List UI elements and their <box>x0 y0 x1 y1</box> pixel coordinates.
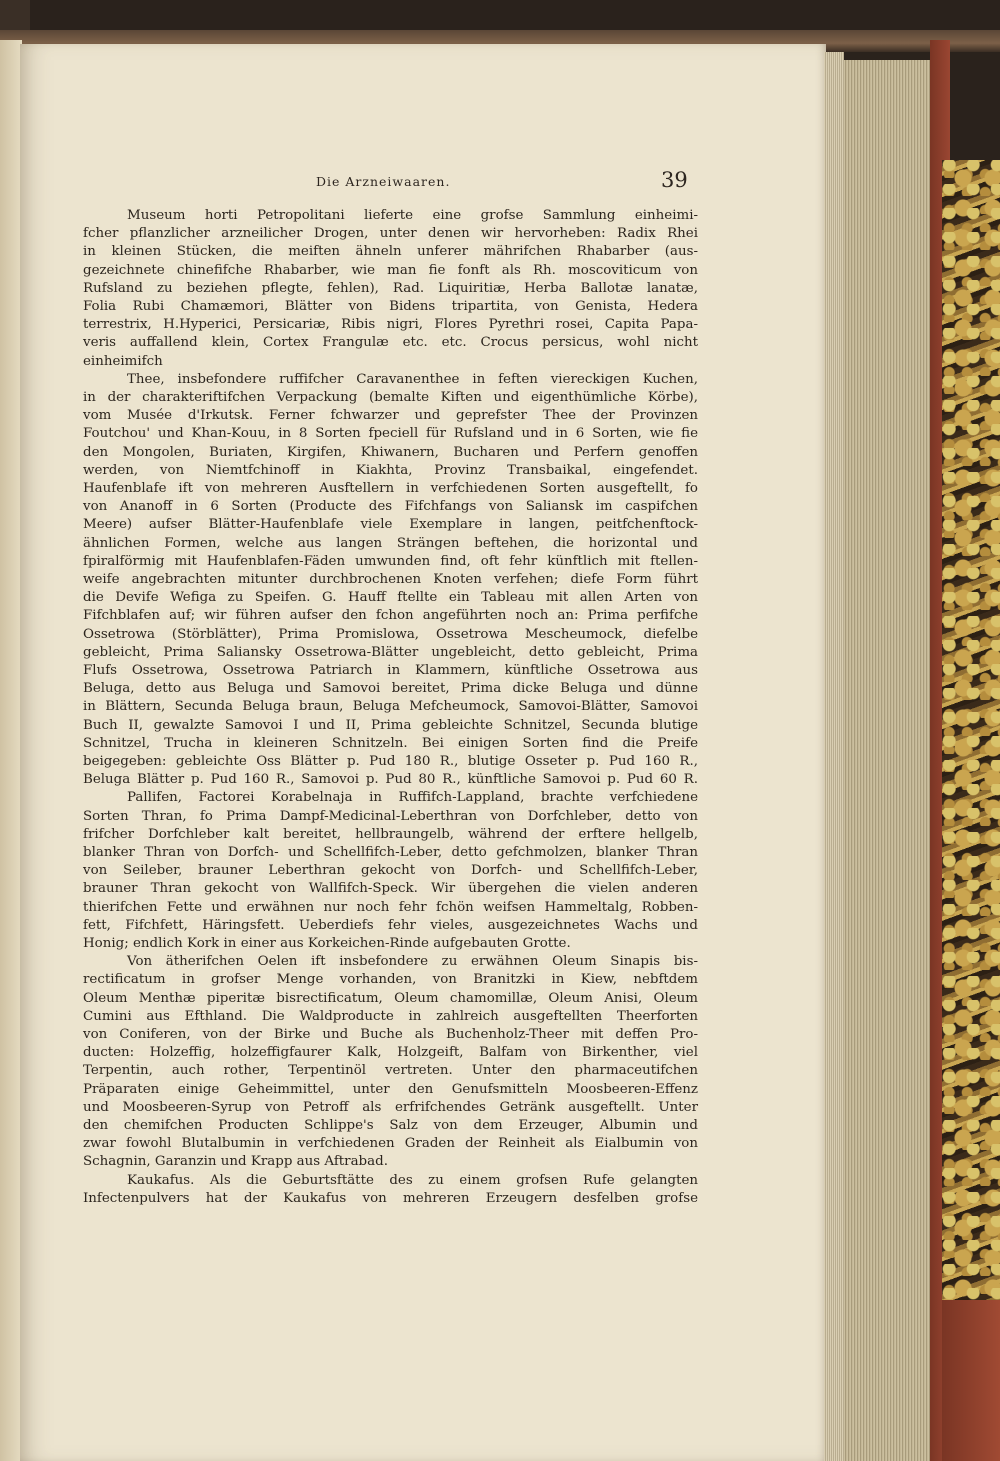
text-line: blanker Thran von Dorfch- und Schellfifch-Leber, detto gefchmolzen, blanker Thran <box>83 845 698 860</box>
text-line: Schnitzel, Trucha in kleineren Schnitzeln. Bei einigen Sorten find die Preife <box>83 735 698 751</box>
text-line: ähnlichen Formen, welche aus langen Strängen beftehen, die horizontal und <box>83 535 698 551</box>
text-line: Foutchou' und Khan-Kouu, in 8 Sorten fpeciell für Rufsland und in 6 Sorten, wie fie <box>83 426 698 442</box>
text-line: veris auffallend klein, Cortex Frangulæ etc. etc. Crocus persicus, wohl nicht <box>83 335 698 351</box>
text-line: gezeichnete chinefifche Rhabarber, wie man fie fonft als Rh. moscoviticum von <box>83 262 698 278</box>
text-line: Honig; endlich Kork in einer aus Korkeichen-Rinde aufgebauten Grotte. <box>83 936 571 951</box>
text-line: Von ätherifchen Oelen ift insbefondere zu erwähnen Oleum Sinapis bis- <box>127 954 698 970</box>
text-line: Infectenpulvers hat der Kaukafus von mehreren Erzeugern desfelben grofse <box>83 1190 698 1206</box>
text-line: thierifchen Fette und erwähnen nur noch fehr fchön weifsen Hammeltalg, Robben- <box>83 899 698 915</box>
text-line: in der charakteriftifchen Verpackung (bemalte Kiften und eigenthümliche Körbe), <box>83 390 698 405</box>
text-line: Ossetrowa (Störblätter), Prima Promislowa, Ossetrowa Mescheumock, diefelbe <box>83 626 698 642</box>
text-line: terrestrix, H.Hyperici, Persicariæ, Ribis nigri, Flores Pyrethri rosei, Capita Papa- <box>83 317 698 333</box>
text-line: von Coniferen, von der Birke und Buche als Buchenholz-Theer mit deffen Pro- <box>83 1027 698 1042</box>
text-line: rectificatum in grofser Menge vorhanden, von Branitzki in Kiew, nebftdem <box>83 972 698 988</box>
text-line: den Mongolen, Buriaten, Kirgifen, Khiwanern, Bucharen und Perfern genoffen <box>83 444 698 460</box>
text-line: fett, Fifchfett, Häringsfett. Ueberdiefs fehr vieles, ausgezeichnetes Wachs und <box>83 917 698 933</box>
text-line: Cumini aus Efthland. Die Waldproducte in zahlreich ausgeftellten Theerforten <box>83 1008 698 1024</box>
page-edges <box>824 52 844 1461</box>
text-line: Haufenblafe ift von mehreren Ausftellern in verfchiedenen Sorten ausgeftellt, fo <box>83 481 698 496</box>
text-line: einheimifch <box>83 353 163 369</box>
text-line: Kaukafus. Als die Geburtsftätte des zu einem grofsen Rufe gelangten <box>127 1172 698 1188</box>
text-line: Thee, insbefondere ruffifcher Caravanenthee in feften viereckigen Kuchen, <box>127 371 698 387</box>
marbled-cover <box>942 160 1000 1300</box>
text-line: Sorten Thran, fo Prima Dampf-Medicinal-Leberthran von Dorfchleber, detto von <box>83 808 698 824</box>
text-line: Folia Rubi Chamæmori, Blätter von Bidens tripartita, von Genista, Hedera <box>83 299 698 314</box>
text-line: werden, von Niemtfchinoff in Kiakhta, Provinz Transbaikal, eingefendet. <box>83 462 698 478</box>
text-line: zwar fowohl Blutalbumin in verfchiedenen Graden der Reinheit als Eialbumin von <box>83 1136 698 1152</box>
text-line: Oleum Menthæ piperitæ bisrectificatum, Oleum chamomillæ, Oleum Anisi, Oleum <box>83 990 698 1006</box>
text-line: und Moosbeeren-Syrup von Petroff als erfrifchendes Getränk ausgeftellt. Unter <box>83 1099 698 1115</box>
page-number: 39 <box>661 168 688 192</box>
text-line: Pallifen, Factorei Korabelnaja in Ruffifch-Lappland, brachte verfchiedene <box>127 790 698 806</box>
text-line: Meere) aufser Blätter-Haufenblafe viele Exemplare in langen, peitfchenftock- <box>83 517 698 533</box>
text-line: Schagnin, Garanzin und Krapp aus Aftrabad. <box>83 1154 388 1170</box>
text-line: Flufs Ossetrowa, Ossetrowa Patriarch in Klammern, künftliche Ossetrowa aus <box>83 663 698 678</box>
text-line: Beluga Blätter p. Pud 160 R., Samovoi p. Pud 80 R., künftliche Samovoi p. Pud 60 R. <box>83 772 698 788</box>
text-line: Fifchblafen auf; wir führen aufser den fchon angeführten noch an: Prima perfifche <box>83 608 698 624</box>
text-line: beigegeben: gebleichte Oss Blätter p. Pud 180 R., blutige Osseter p. Pud 160 R., <box>83 754 698 769</box>
text-line: den chemifchen Producten Schlippe's Salz von dem Erzeuger, Albumin und <box>83 1118 698 1133</box>
text-line: frifcher Dorfchleber kalt bereitet, hellbraungelb, während der erftere hellgelb, <box>83 826 698 842</box>
left-page-edge <box>0 40 22 1461</box>
text-line: von Ananoff in 6 Sorten (Producte des Fifchfangs von Saliansk im caspifchen <box>83 499 698 515</box>
text-line: Rufsland zu beziehen pflegte, fehlen), Rad. Liquiritiæ, Herba Ballotæ lanatæ, <box>83 280 698 296</box>
text-line: Präparaten einige Geheimmittel, unter den Genufsmitteln Moosbeeren-Effenz <box>83 1081 698 1097</box>
page-block-edges <box>844 60 936 1461</box>
text-line: vom Musée d'Irkutsk. Ferner fchwarzer und geprefster Thee der Provinzen <box>83 408 698 424</box>
text-line: in kleinen Stücken, die meiften ähneln unferer mährifchen Rhabarber (aus- <box>83 244 698 260</box>
running-head: Die Arzneiwaaren. <box>316 174 451 189</box>
text-line: ducten: Holzeffig, holzeffigfaurer Kalk, Holzgeift, Balfam von Birkenther, viel <box>83 1045 698 1061</box>
text-line: die Devife Wefiga zu Speifen. G. Hauff ftellte ein Tableau mit allen Arten von <box>83 590 698 606</box>
text-line: brauner Thran gekocht von Wallfifch-Speck. Wir übergehen die vielen anderen <box>83 881 698 897</box>
book-cover-corner <box>942 1300 1000 1461</box>
text-line: fcher pflanzlicher arzneilicher Drogen, unter denen wir hervorheben: Radix Rhei <box>83 226 698 242</box>
text-line: fpiralförmig mit Haufenblafen-Fäden umwunden find, oft fehr künftlich mit ftellen- <box>83 553 698 569</box>
text-line: von Seileber, brauner Leberthran gekocht von Dorfch- und Schellfifch-Leber, <box>83 863 698 879</box>
text-line: Buch II, gewalzte Samovoi I und II, Prima gebleichte Schnitzel, Secunda blutige <box>83 717 698 733</box>
text-line: gebleicht, Prima Saliansky Ossetrowa-Blätter ungebleicht, detto gebleicht, Prima <box>83 644 698 660</box>
text-line: weife angebrachten mitunter durchbrochenen Knoten verfehen; diefe Form führt <box>83 572 698 587</box>
text-line: Museum horti Petropolitani lieferte eine grofse Sammlung einheimi- <box>127 208 698 223</box>
text-line: Beluga, detto aus Beluga und Samovoi bereitet, Prima dicke Beluga und dünne <box>83 681 698 697</box>
text-line: in Blättern, Secunda Beluga braun, Beluga Mefcheumock, Samovoi-Blätter, Samovoi <box>83 699 698 715</box>
text-line: Terpentin, auch rother, Terpentinöl vertreten. Unter den pharmaceutifchen <box>83 1063 698 1079</box>
